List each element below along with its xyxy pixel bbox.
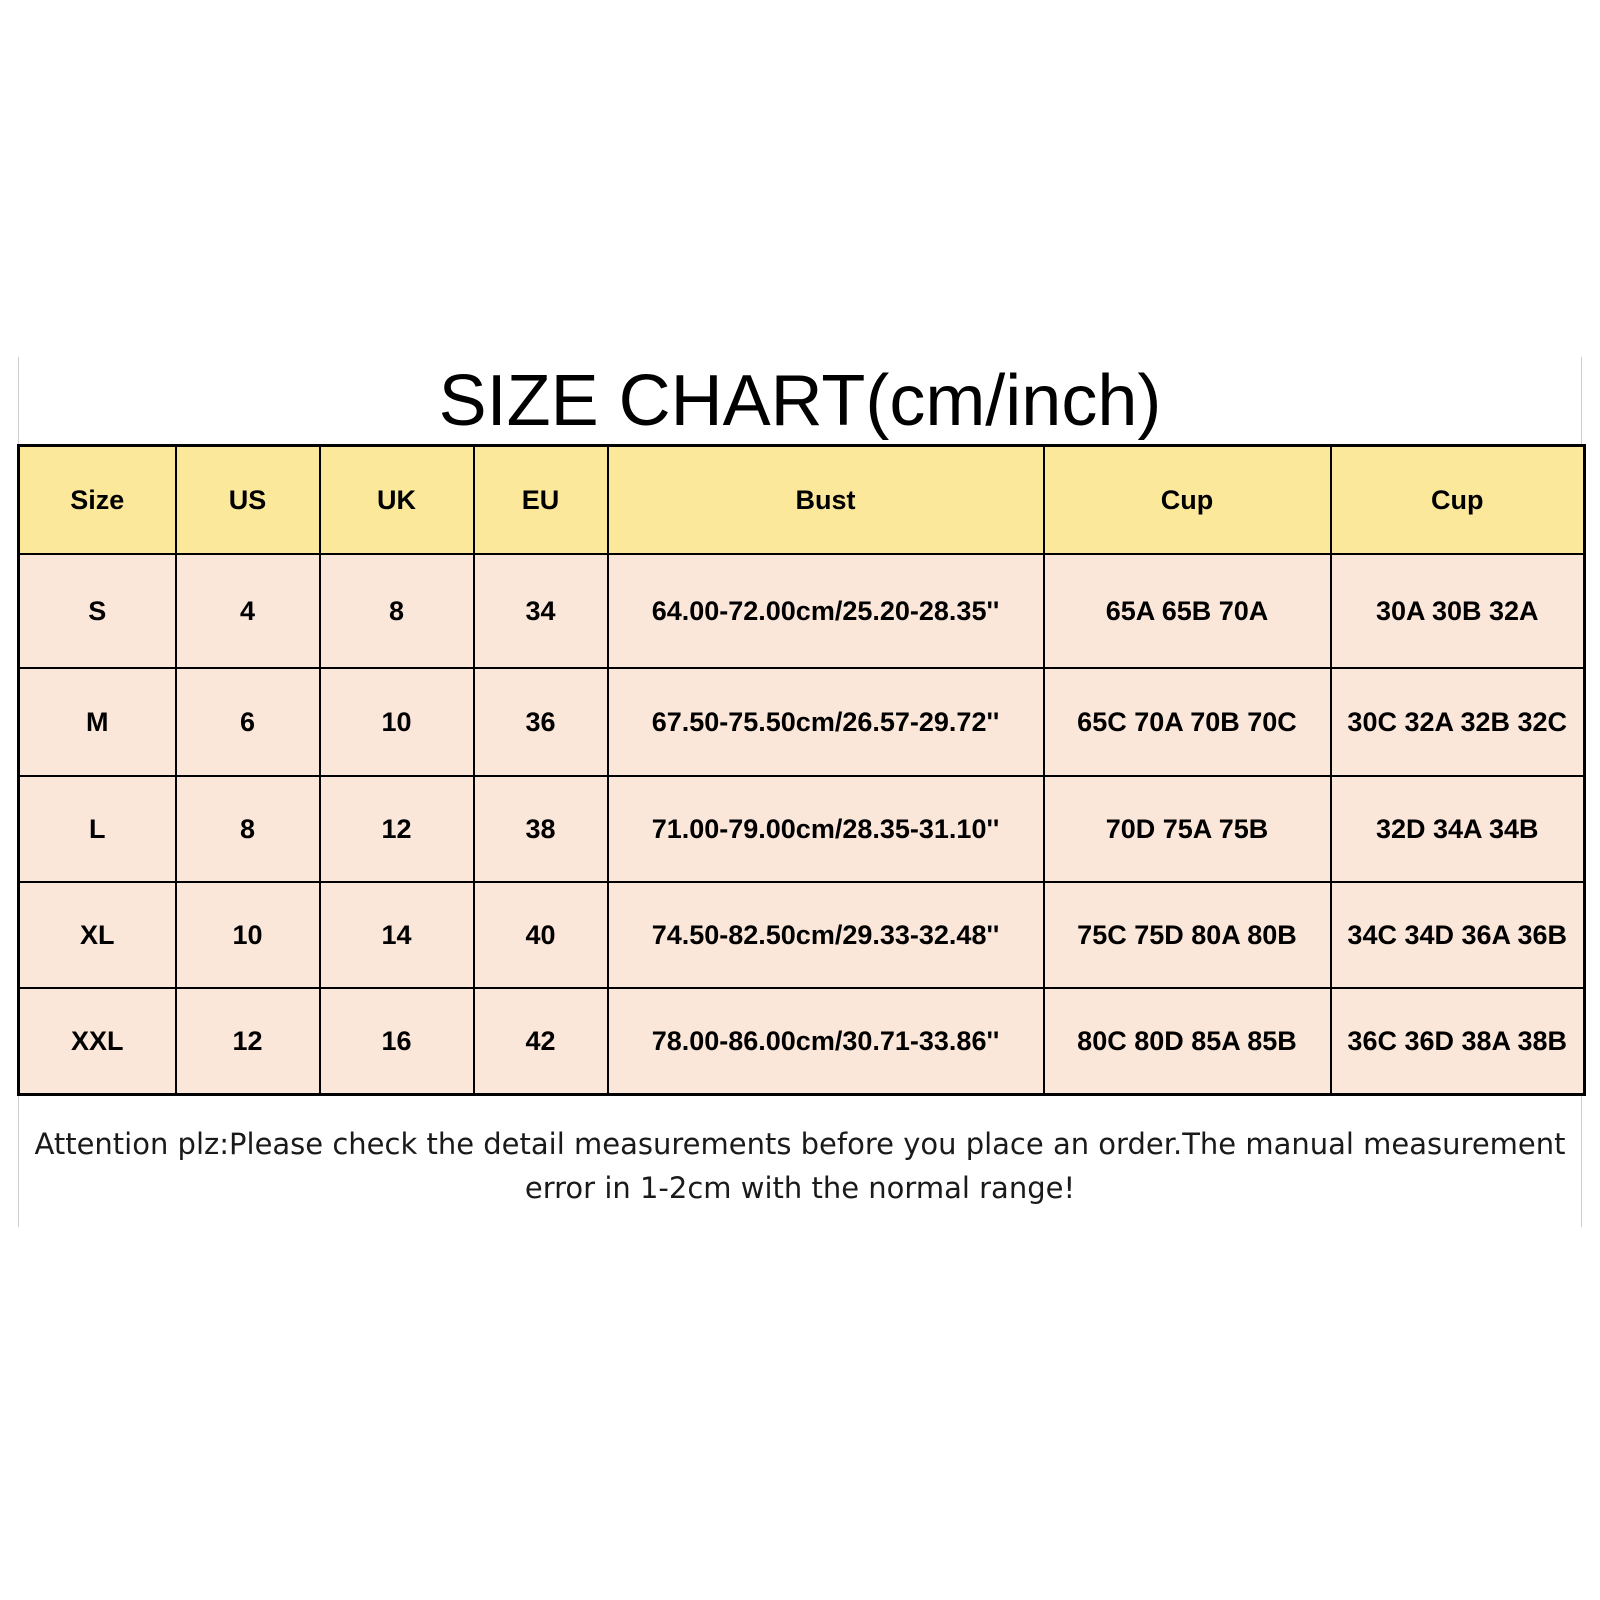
cell-cup-eu: 80C 80D 85A 85B: [1044, 988, 1331, 1095]
cell-us: 4: [176, 554, 320, 668]
cell-bust: 64.00-72.00cm/25.20-28.35'': [608, 554, 1044, 668]
cell-cup-us: 32D 34A 34B: [1331, 776, 1585, 882]
cell-cup-eu: 65A 65B 70A: [1044, 554, 1331, 668]
attention-note-line-1: Attention plz:Please check the detail measurements before you place an order.The manual measurement: [34, 1127, 1566, 1161]
header-eu: EU: [474, 446, 608, 555]
cell-bust: 74.50-82.50cm/29.33-32.48'': [608, 882, 1044, 988]
cell-us: 10: [176, 882, 320, 988]
cell-eu: 34: [474, 554, 608, 668]
cell-cup-eu: 65C 70A 70B 70C: [1044, 668, 1331, 776]
cell-uk: 16: [320, 988, 474, 1095]
cell-size: XXL: [19, 988, 176, 1095]
cell-bust: 78.00-86.00cm/30.71-33.86'': [608, 988, 1044, 1095]
cell-size: XL: [19, 882, 176, 988]
header-us: US: [176, 446, 320, 555]
cell-uk: 12: [320, 776, 474, 882]
attention-note-line-2: error in 1-2cm with the normal range!: [524, 1171, 1076, 1205]
table-header-row: [19, 446, 1585, 555]
header-cup-us: Cup: [1331, 446, 1585, 555]
cell-cup-eu: 70D 75A 75B: [1044, 776, 1331, 882]
cell-eu: 36: [474, 668, 608, 776]
cell-cup-us: 30C 32A 32B 32C: [1331, 668, 1585, 776]
table-row: [19, 988, 1585, 1095]
header-cup-eu: Cup: [1044, 446, 1331, 555]
cell-uk: 10: [320, 668, 474, 776]
table-row: [19, 776, 1585, 882]
cell-us: 12: [176, 988, 320, 1095]
cell-cup-us: 30A 30B 32A: [1331, 554, 1585, 668]
cell-us: 8: [176, 776, 320, 882]
table-row: [19, 882, 1585, 988]
page-title: SIZE CHART(cm/inch): [438, 361, 1162, 441]
table-row: [19, 554, 1585, 668]
cell-size: M: [19, 668, 176, 776]
cell-size: L: [19, 776, 176, 882]
table-row: [19, 668, 1585, 776]
cell-uk: 8: [320, 554, 474, 668]
cell-eu: 38: [474, 776, 608, 882]
cell-cup-us: 36C 36D 38A 38B: [1331, 988, 1585, 1095]
cell-bust: 67.50-75.50cm/26.57-29.72'': [608, 668, 1044, 776]
cell-cup-us: 34C 34D 36A 36B: [1331, 882, 1585, 988]
cell-eu: 42: [474, 988, 608, 1095]
cell-us: 6: [176, 668, 320, 776]
cell-size: S: [19, 554, 176, 668]
attention-note: [20, 1122, 1580, 1210]
header-size: Size: [19, 446, 176, 555]
cell-eu: 40: [474, 882, 608, 988]
cell-uk: 14: [320, 882, 474, 988]
cell-cup-eu: 75C 75D 80A 80B: [1044, 882, 1331, 988]
size-table: [17, 444, 1586, 1096]
cell-bust: 71.00-79.00cm/28.35-31.10'': [608, 776, 1044, 882]
header-bust: Bust: [608, 446, 1044, 555]
header-uk: UK: [320, 446, 474, 555]
